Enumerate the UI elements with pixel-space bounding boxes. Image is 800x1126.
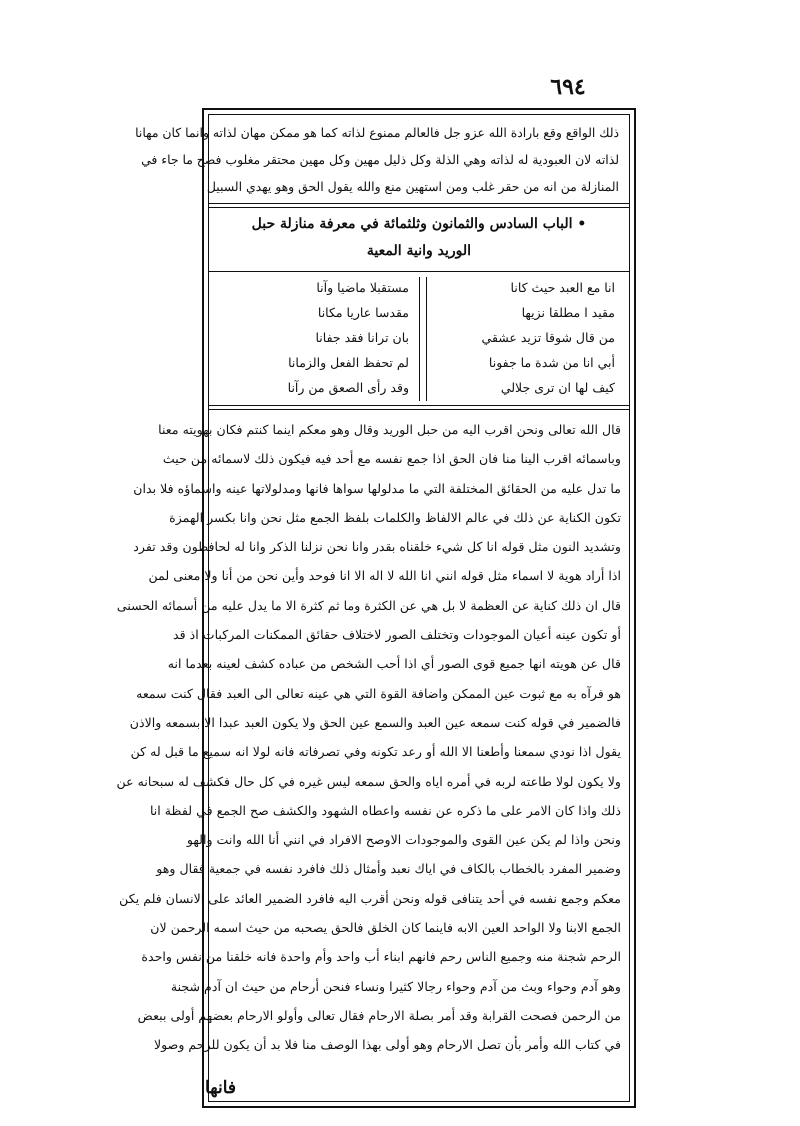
intro-paragraph bbox=[135, 119, 619, 201]
text-frame-inner bbox=[116, 114, 630, 1102]
intro-line: المنازلة من انه من حقر غلب ومن استهين منع والله يقول الحق وهو يهدي السبيل bbox=[206, 179, 619, 194]
body-line: الرحم شجنة منه وجميع الناس رحم فانهم ابناء أب واحد وأم واحدة فانه خلقنا من نفس واحدة bbox=[141, 949, 621, 965]
poem-verse: مستقبلا ماضيا وآنا bbox=[316, 280, 409, 295]
poem-verse: أبي انا من شدة ما جفونا bbox=[488, 355, 615, 370]
body-line: في كتاب الله وأمر بأن تصل الارحام وهو أولى بهذا الوصف منا فلا بد أن يكون للرحم وصولا bbox=[153, 1037, 621, 1053]
text-frame bbox=[116, 108, 636, 1108]
catchword: فانها bbox=[205, 1078, 237, 1098]
body-line: ذلك واذا كان الامر على ما ذكره عن نفسه واعطاه الشهود والكشف صح الجمع في لفظة انا bbox=[149, 802, 621, 818]
chapter-title: • الباب السادس والثمانون وثلثمائة في معرفة منازلة حبل bbox=[251, 216, 587, 232]
poem-verse: كيف لها ان ترى جلالي bbox=[500, 380, 615, 395]
divider-top-double bbox=[209, 207, 629, 208]
poem-verse: وقد رأى الصعق من رآنا bbox=[287, 380, 409, 395]
body-line: ونحن واذا لم يكن عين القوى والموجودات الاوصح الافراد في انني أنا الله وانت والهو bbox=[186, 832, 621, 848]
body-line: فالضمير في قوله كنت سمعه عين العبد والسمع عين الحق ولا يكون العبد عبدا الا بسمعه والاذن bbox=[129, 714, 621, 730]
poem-verse: مقيد ا مطلقا نزيها bbox=[521, 305, 615, 320]
chapter-subtitle: الوريد وانية المعية bbox=[366, 243, 472, 259]
divider-top bbox=[209, 203, 629, 204]
body-line: هو فرآه به مع ثبوت عين الممكن واضافة القوة التي هي عينه تعالى الى العبد فقال كنت سمعه bbox=[136, 685, 621, 701]
divider-poem bbox=[209, 405, 629, 406]
page-number: ٦٩٤ bbox=[550, 74, 586, 100]
divider-chapter bbox=[209, 271, 629, 272]
divider-poem-double bbox=[209, 409, 629, 410]
body-line: قال عن هويته انها جميع قوى الصور أي اذا أحب الشخص من عباده كشف لعينه بعدما انه bbox=[167, 656, 621, 672]
poem-verse: انا مع العبد حيث كانا bbox=[510, 280, 615, 295]
poem-verse: من قال شوقا تزيد عشقي bbox=[481, 330, 615, 345]
body-line: معكم وجمع نفسه في أحد يتنافى قوله ونحن أقرب اليه فافرد الضمير العائد على الانسان فلم يكن bbox=[119, 890, 621, 906]
intro-line: لذاته لان العبودية له لذاته وهي الذلة وكل ذليل مهين وكل مهين محتقر مغلوب فصح ما جاء في bbox=[141, 152, 619, 167]
body-line: وهو آدم وحواء وبث من آدم وحواء رجالا كثيرا ونساء فنحن أرحام من حيث ان آدم شجنة bbox=[170, 978, 621, 994]
body-line: وضمير المفرد بالخطاب بالكاف في اياك نعبد وأمثال ذلك فافرد نفسه في جمعية فقال وهو bbox=[156, 861, 621, 877]
body-line: ما تدل عليه من الحقائق المختلفة التي ما مدلولها سواها فانها ومدلولاتها عينه واسماؤه فلا بدان bbox=[133, 480, 621, 496]
poem-verse: بان ترانا فقد جفانا bbox=[315, 330, 409, 345]
body-line: يقول اذا نودي سمعنا وأطعنا الا الله أو رعد تكونه وفي تصرفاته فانه لولا انه سميع ما قبل له كن bbox=[130, 744, 621, 760]
body-line: الجمع الابنا ولا الواحد العين الابه فاينما كان الخلق فالحق يصحبه من حيث اسمه الرحمن لان bbox=[150, 920, 621, 936]
body-line: تكون الكناية عن ذلك في عالم الالفاظ والكلمات بلفظ الجمع مثل نحن وانا بكسر الهمزة bbox=[169, 509, 621, 525]
body-line: ولا يكون لولا طاعته لربه في أمره اياه والحق سمعه ليس غيره في كل حال فكشف له سبحانه عن bbox=[116, 773, 621, 789]
poem-column-divider bbox=[419, 277, 427, 401]
body-line: قال الله تعالى ونحن اقرب اليه من حبل الوريد وقال وهو معكم اينما كنتم فكان بهويته معنا bbox=[158, 422, 621, 437]
body-line: وتشديد النون مثل قوله انا كل شيء خلقناه بقدر وانا نحن نزلنا الذكر وانا له لحافظون وقد تفرد bbox=[133, 539, 621, 555]
poem-left-column bbox=[223, 275, 409, 400]
poem bbox=[223, 275, 615, 401]
body-line: من الرحمن فصحت القرابة وقد أمر بصلة الارحام فقال تعالى وأولو الارحام بعضهم أولى ببعض bbox=[137, 1007, 621, 1023]
body-line: وباسمائه اقرب الينا منا فان الحق اذا جمع نفسه مع أحد فيه فيكون ذلك لاسمائه من حيث bbox=[162, 451, 621, 467]
poem-verse: مقدسا عاريا مكانا bbox=[317, 305, 409, 320]
intro-line: ذلك الواقع وقع بارادة الله عزو جل فالعالم ممنوع لذاته كما هو ممكن مهان لذاته وانما كان مهانا bbox=[135, 125, 619, 140]
body-line: اذا أراد هوية لا اسماء مثل قوله انني انا الله لا اله الا انا فوحد وأين نحن من أنا ولا معنى لمن bbox=[148, 568, 621, 584]
poem-right-column bbox=[429, 275, 615, 400]
body-text bbox=[116, 415, 621, 1060]
poem-verse: لم تحفظ الفعل والزمانا bbox=[288, 355, 409, 370]
body-line: قال ان ذلك كناية عن العظمة لا بل هي عن الكثرة وما ثم كثرة الا ما يدل عليه من أسمائه الحسنى bbox=[116, 597, 621, 613]
chapter-heading bbox=[219, 211, 619, 271]
body-line: أو تكون عينه أعيان الموجودات وتختلف الصور لاختلاف حقائق الممكنات المركبات اذ قد bbox=[172, 627, 621, 643]
